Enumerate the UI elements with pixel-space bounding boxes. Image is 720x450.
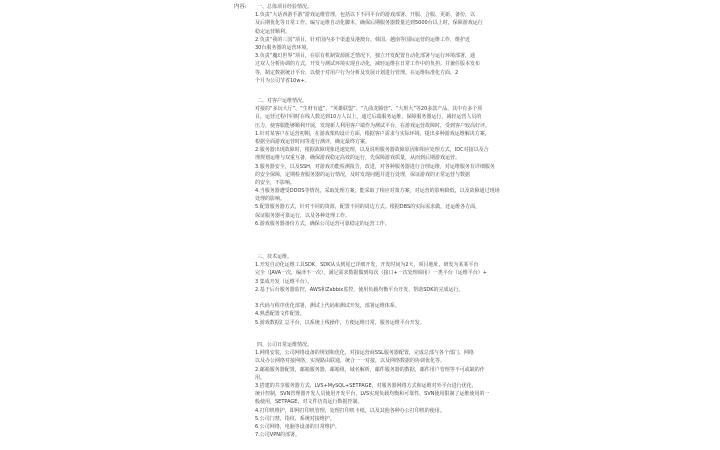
content-label: 内容: [234, 4, 247, 10]
content-line: 目，运营过程中同时在线人数达到10万人以上，通过后端服务运维，保障服务器运行，减轻运营人员的 [255, 114, 482, 121]
content-line: 2.基于后台服务器监控，AWS和Zabbix监控，使用负载均衡平台开发，帮助SDK的完成运行。 [255, 286, 464, 293]
content-line: 稳定运营顺利。 [255, 28, 291, 35]
content-line: 1.针对某客户在运营初期，在游戏架构设计方面，根据客户需求与实际环境，提出多种游戏运维解决方案， [255, 130, 490, 137]
content-line: 理规划运维与双重互备，确保游戏稳定高效的运行，先保障游戏质量，从而到后期游戏运营。 [255, 155, 461, 162]
content-line: 保证服务器可靠运行，以及各种处理工作。 [255, 212, 351, 219]
content-line: 2.负责“我的三国”项目，针对国内多个渠道及港澳台、韩国、越南等国际运营的运维工作，维护近 [255, 36, 470, 43]
section-title: 二、对客户运维情况。 [257, 98, 308, 104]
content-line: 的安全保障，定期检查服务器的运行情况，及时发现问题并进行处理，保证游戏的正常运营与数据 [255, 171, 471, 178]
content-line: 过双人分析协调的方式，开发与测试环境实现自动化，减轻运维在日常工作中的负担。并兼任版本发布 [255, 61, 481, 68]
content-line: 般使用，SETPAGE，对文件仿真运行数据控制。 [255, 399, 363, 406]
content-line: 3 集成开发（运维平台）。 [255, 278, 313, 285]
content-line: 1.网络安装，公司网络设备的规划和优化，对接运营商SSL服务器配置，完成总部与各个部门、网络 [255, 350, 474, 357]
section-title: 一、总体项目经验情况。 [257, 4, 313, 10]
section-technical-operations [255, 253, 555, 327]
content-line: 5.游戏数据汇总平台，以系统上线操作，方便运维日常，服务运维平台开发。 [255, 319, 425, 326]
content-line: 及后期优化等日常工作。编写运维自动化脚本，确保后期服务器数量达到5000台以上时，保障游戏运行 [255, 20, 483, 27]
content-line: 1.开发自动化运维工具SDK，SDK从头到尾已详细开发，开发时间为2天，项目地址，研发为某某平台 [255, 262, 479, 269]
content-line: 6.游戏服务器备份方式，确保公司运营可靠稳定的运营工作。 [255, 220, 390, 227]
content-line: 的安全，不影响。 [255, 179, 296, 186]
section-title: 三、技术运维。 [257, 254, 293, 260]
content-line: 压力，使客服能够顺利开展，发现新人利用客户端作为测试平台，在游戏运营故障时，受到客户较高好评。 [255, 122, 491, 129]
content-line: 5.公司门禁，指纹、系统对接维护。 [255, 415, 335, 422]
content-line: 4.打印机维护，即网打印机管理，处理打印机卡纸，以及其他各种办公打印机的使用。 [255, 407, 445, 414]
content-line: 7.公司VPN的部署。 [255, 432, 300, 439]
content-line: 1.负责“大话西游手游”游戏运维管理，包括以下不同平台的游戏部署、开服、合服、更新、备份，以 [255, 12, 475, 19]
content-line: 4.当服务器遭受DDOS等情况，采取处理方案，能采取了相应对策方案，对运营的影响降低，以及故障通过现场 [255, 188, 500, 195]
content-line: 以及办公网络对接网络，实现路由联通，统合一一对接，以及网络数据的协调优化等。 [255, 358, 446, 365]
content-line: 统计控制，SVN管理器开发人员使用开发平台，LVS实现负载均衡和可靠性，SVN使用限制了运维使用的一 [255, 391, 490, 398]
content-line: 个月为公司节省10w+。 [255, 77, 310, 84]
content-line: 根据全面游戏运营时间等进行测评，确定最终方案。 [255, 138, 371, 145]
section-title: 四、公司日常运维情况。 [257, 342, 313, 348]
content-line: 3.搭建的共享服务器方式，LVS+MySQL+SETPAGE，对服务器网络方式和运维对外平台进行优化， [255, 382, 477, 389]
section-daily-operations [255, 341, 555, 439]
content-line: 5.配置服务器方式，针对不同的资源，配置不同的周边方式。根据DBS的实际需求做，还运维各方面， [255, 204, 481, 211]
content-line: 3.代码与程序优化部署，测试上代码和测试开发，部署运维体系。 [255, 303, 400, 310]
section-client-operations [255, 97, 555, 228]
content-line: 2.服务器出现故障时，根据故障现象迅速处理，以及说明服务器故障原因和相应处理方式，IDC对接以及合 [255, 147, 489, 154]
content-line: 4.熟悉配置文件配置。 [255, 311, 305, 318]
content-line: 3.服务器安全，以及SSH，对游戏功能检测报告，改进，对各种服务器进行合理运维，对运维服务有详细服务 [255, 163, 495, 170]
section-project-experience [255, 3, 555, 85]
content-line: 30台服务器的运营环境。 [255, 44, 312, 51]
content-line: 完全（JAVA一次，编译不一次），满足需求数据做到每次（接口+一次处理调用）一类平台（运维平台）+ [255, 270, 487, 277]
content-line: 等，制定数据统计平台，以便于对用户行为分析及发展计划进行管理。在运维标准化方面，2 [255, 69, 459, 76]
content-line: 3.负责“魔幻世界”项目，在原有机制资源匮乏情况下，独立开发配置自动化部署与运行环境部署，通 [255, 53, 475, 60]
content-line: 2.邮箱服务器配置，邮箱服务器，邮箱组，域名解析，邮件服务器的数据，邮件用户管理等不可或缺的作 [255, 366, 485, 373]
content-line: 处理的影响。 [255, 196, 286, 203]
content-line: 对接的“多玩大厅”、“生财有道”、“英雄联盟”、“九曲龙腾营”、“大班大”等20多款产品，其中有多个项 [255, 106, 483, 113]
content-line: 用。 [255, 374, 266, 381]
content-line: 6.公司网络，电脑等设备的日常维护。 [255, 423, 340, 430]
